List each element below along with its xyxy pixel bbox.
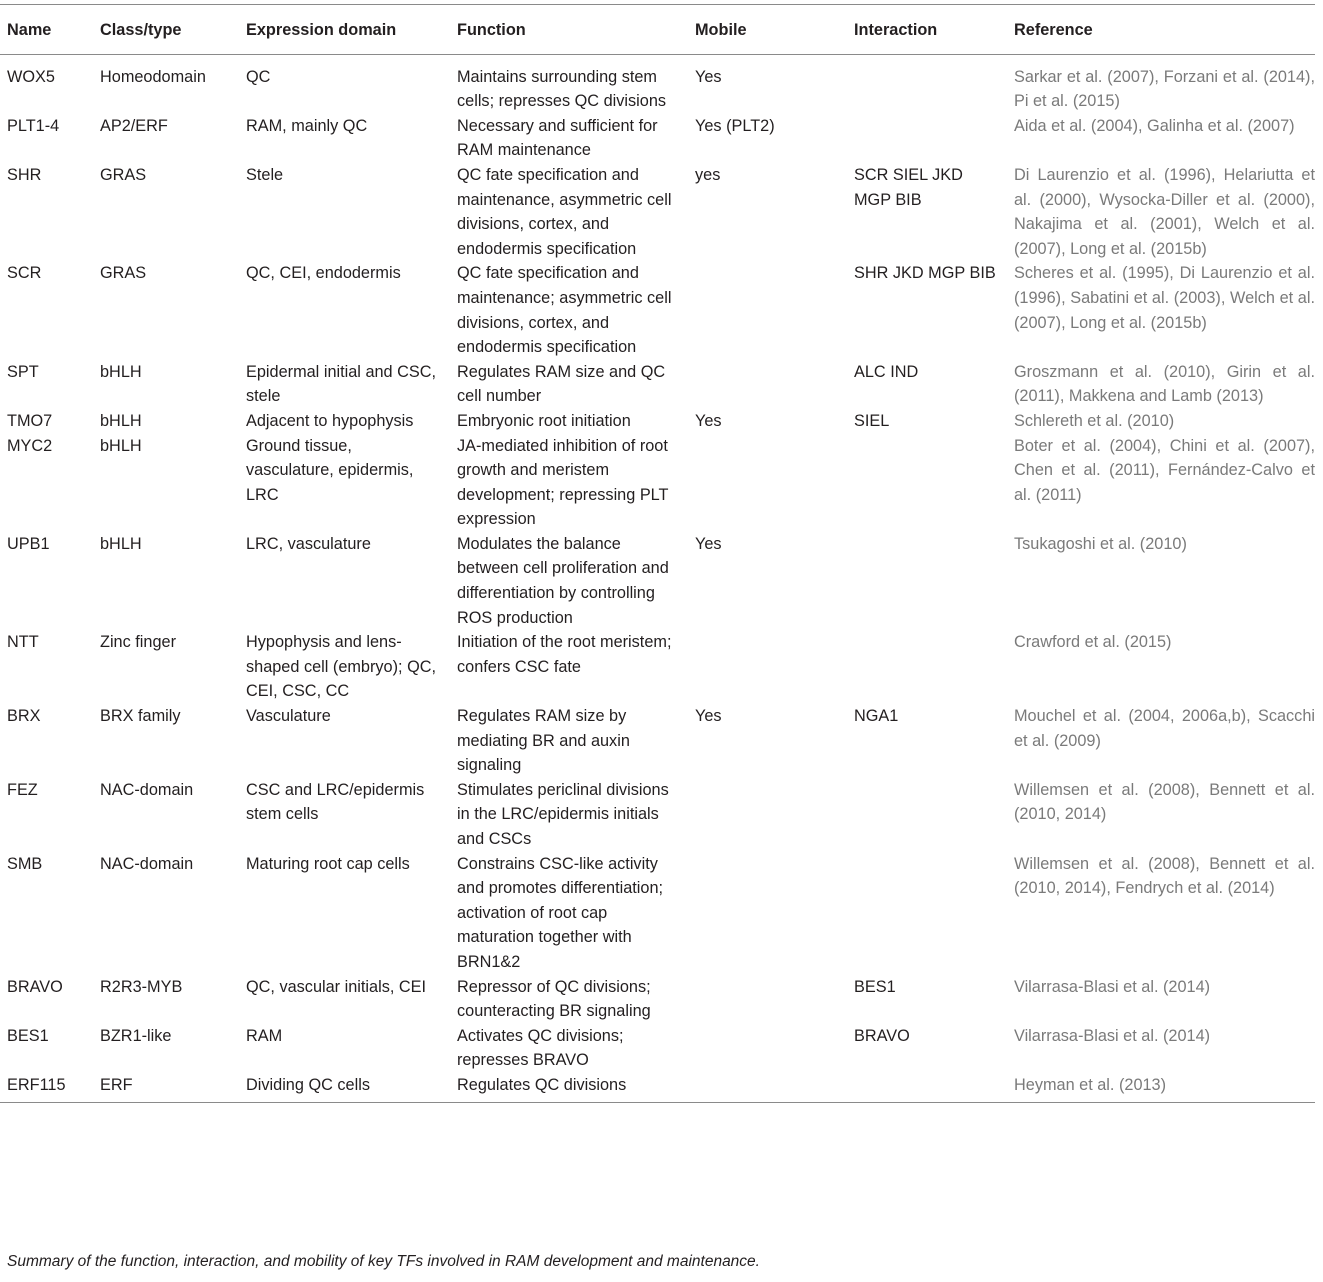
mobile-cell: [688, 1024, 847, 1073]
interaction-cell: [847, 114, 1007, 163]
function-cell: Necessary and sufficient for RAM maintenance: [457, 116, 658, 160]
mobile-cell: Yes (PLT2): [695, 116, 775, 135]
name-cell: SHR: [7, 165, 42, 184]
function-cell: Constrains CSC-like activity and promotes differentiation; activation of root cap maturation together with BRN1&2: [457, 854, 664, 971]
table-row: [0, 1073, 1315, 1102]
function-cell: Regulates QC divisions: [457, 1075, 627, 1094]
interaction-cell: [847, 778, 1007, 852]
interaction-cell: [847, 1073, 1007, 1102]
header-class-type: Class/type: [100, 21, 182, 39]
table-row: [0, 54, 1315, 114]
interaction-cell: [847, 434, 1007, 532]
table-row: [0, 409, 1315, 434]
name-cell: PLT1-4: [7, 116, 60, 135]
mobile-cell: [688, 360, 847, 409]
mobile-cell: Yes: [695, 67, 722, 86]
header-expression-domain: Expression domain: [246, 21, 397, 39]
reference-cell: Aida et al. (2004), Galinha et al. (2007): [1014, 116, 1295, 135]
table-row: [0, 360, 1315, 409]
function-cell: Initiation of the root meristem; confers CSC fate: [457, 633, 672, 676]
class-type-cell: ERF: [100, 1075, 133, 1094]
interaction-cell: NGA1: [854, 707, 899, 726]
function-cell: Activates QC divisions; represses BRAVO: [457, 1026, 624, 1070]
class-type-cell: bHLH: [100, 362, 142, 381]
interaction-cell: SHR JKD MGP BIB: [854, 264, 996, 283]
header-interaction: Interaction: [854, 21, 938, 39]
expression-domain-cell: QC: [246, 67, 271, 86]
mobile-cell: [688, 975, 847, 1024]
reference-cell: Sarkar et al. (2007), Forzani et al. (2014), Pi et al. (2015): [1014, 67, 1315, 111]
name-cell: FEZ: [7, 780, 38, 799]
class-type-cell: bHLH: [100, 534, 142, 553]
expression-domain-cell: Ground tissue, vasculature, epidermis, LRC: [246, 436, 414, 504]
name-cell: SMB: [7, 854, 43, 873]
reference-cell: Groszmann et al. (2010), Girin et al. (2011), Makkena and Lamb (2013): [1014, 362, 1315, 406]
interaction-cell: BES1: [854, 977, 896, 996]
function-cell: Stimulates periclinal divisions in the LRC/epidermis initials and CSCs: [457, 780, 669, 848]
interaction-cell: SIEL: [854, 411, 890, 430]
function-cell: Embryonic root initiation: [457, 411, 631, 430]
header-function: Function: [457, 21, 526, 39]
mobile-cell: yes: [695, 165, 721, 184]
class-type-cell: bHLH: [100, 411, 142, 430]
name-cell: TMO7: [7, 411, 53, 430]
name-cell: WOX5: [7, 67, 55, 86]
interaction-cell: SCR SIEL JKD MGP BIB: [854, 165, 963, 209]
function-cell: JA-mediated inhibition of root growth and meristem development; repressing PLT expression: [457, 436, 669, 529]
name-cell: MYC2: [7, 436, 53, 455]
header-reference: Reference: [1014, 21, 1093, 39]
table-row: [0, 434, 1315, 532]
table-row: [0, 975, 1315, 1024]
function-cell: QC fate specification and maintenance, asymmetric cell divisions, cortex, and endodermis specification: [457, 165, 672, 258]
table-row: [0, 1024, 1315, 1073]
interaction-cell: ALC IND: [854, 362, 919, 381]
mobile-cell: [688, 778, 847, 852]
interaction-cell: [847, 630, 1007, 704]
expression-domain-cell: CSC and LRC/epidermis stem cells: [246, 780, 425, 824]
mobile-cell: Yes: [695, 534, 722, 553]
class-type-cell: Homeodomain: [100, 67, 206, 86]
class-type-cell: BZR1-like: [100, 1026, 172, 1045]
expression-domain-cell: Adjacent to hypophysis: [246, 411, 414, 430]
expression-domain-cell: RAM, mainly QC: [246, 116, 368, 135]
table-header: [0, 5, 1315, 55]
table-row: [0, 261, 1315, 359]
reference-cell: Vilarrasa-Blasi et al. (2014): [1014, 977, 1211, 996]
table-row: [0, 778, 1315, 852]
reference-cell: Mouchel et al. (2004, 2006a,b), Scacchi et al. (2009): [1014, 707, 1315, 750]
expression-domain-cell: RAM: [246, 1026, 283, 1045]
table-caption: Summary of the function, interaction, and mobility of key TFs involved in RAM development and maintenance.: [7, 1253, 760, 1270]
name-cell: ERF115: [7, 1075, 66, 1094]
function-cell: Regulates RAM size and QC cell number: [457, 362, 666, 406]
reference-cell: Schlereth et al. (2010): [1014, 411, 1175, 430]
name-cell: BES1: [7, 1026, 49, 1045]
expression-domain-cell: Stele: [246, 165, 284, 184]
mobile-cell: [688, 630, 847, 704]
name-cell: UPB1: [7, 534, 50, 553]
interaction-cell: [847, 54, 1007, 114]
function-cell: Regulates RAM size by mediating BR and auxin signaling: [457, 707, 630, 775]
function-cell: QC fate specification and maintenance; asymmetric cell divisions, cortex, and endodermis specification: [457, 264, 672, 357]
class-type-cell: GRAS: [100, 264, 147, 283]
class-type-cell: GRAS: [100, 165, 147, 184]
name-cell: SPT: [7, 362, 39, 381]
interaction-cell: BRAVO: [854, 1026, 910, 1045]
reference-cell: Crawford et al. (2015): [1014, 633, 1172, 652]
tf-summary-table: [0, 4, 1315, 1103]
name-cell: BRAVO: [7, 977, 63, 996]
expression-domain-cell: Maturing root cap cells: [246, 854, 410, 873]
reference-cell: Di Laurenzio et al. (1996), Helariutta et al. (2000), Wysocka-Diller et al. (2000), Nakajima et al. (2001), Welch et al. (2007), Long et al. (2015b): [1014, 165, 1315, 258]
mobile-cell: [688, 261, 847, 359]
interaction-cell: [847, 852, 1007, 975]
class-type-cell: AP2/ERF: [100, 116, 168, 135]
interaction-cell: [847, 532, 1007, 630]
function-cell: Repressor of QC divisions; counteracting BR signaling: [457, 977, 651, 1021]
reference-cell: Tsukagoshi et al. (2010): [1014, 534, 1187, 553]
reference-cell: Willemsen et al. (2008), Bennett et al. (2010, 2014): [1014, 780, 1315, 824]
expression-domain-cell: Dividing QC cells: [246, 1075, 370, 1094]
mobile-cell: [688, 1073, 847, 1102]
mobile-cell: [688, 852, 847, 975]
class-type-cell: bHLH: [100, 436, 142, 455]
table-row: [0, 114, 1315, 163]
reference-cell: Scheres et al. (1995), Di Laurenzio et al. (1996), Sabatini et al. (2003), Welch et al. (2007), Long et al. (2015b): [1014, 264, 1315, 332]
expression-domain-cell: LRC, vasculature: [246, 534, 371, 553]
class-type-cell: BRX family: [100, 707, 181, 726]
table-body: [0, 54, 1315, 1102]
mobile-cell: Yes: [695, 411, 722, 430]
table-row: [0, 532, 1315, 630]
table-row: [0, 852, 1315, 975]
class-type-cell: NAC-domain: [100, 854, 194, 873]
name-cell: NTT: [7, 633, 39, 652]
expression-domain-cell: Epidermal initial and CSC, stele: [246, 362, 437, 406]
class-type-cell: Zinc finger: [100, 633, 177, 652]
expression-domain-cell: Vasculature: [246, 707, 331, 726]
function-cell: Maintains surrounding stem cells; represses QC divisions: [457, 67, 667, 111]
expression-domain-cell: Hypophysis and lens-shaped cell (embryo); QC, CEI, CSC, CC: [246, 633, 437, 701]
header-name: Name: [7, 21, 52, 39]
table-row: [0, 630, 1315, 704]
reference-cell: Boter et al. (2004), Chini et al. (2007), Chen et al. (2011), Fernández-Calvo et al. (2011): [1014, 436, 1315, 504]
header-row: [0, 5, 1315, 55]
name-cell: BRX: [7, 707, 41, 726]
mobile-cell: [688, 434, 847, 532]
expression-domain-cell: QC, vascular initials, CEI: [246, 977, 427, 996]
class-type-cell: NAC-domain: [100, 780, 194, 799]
mobile-cell: Yes: [695, 707, 722, 726]
name-cell: SCR: [7, 264, 42, 283]
table-row: [0, 163, 1315, 261]
reference-cell: Vilarrasa-Blasi et al. (2014): [1014, 1026, 1211, 1045]
reference-cell: Heyman et al. (2013): [1014, 1075, 1167, 1094]
table-row: [0, 704, 1315, 778]
header-mobile: Mobile: [695, 21, 747, 39]
function-cell: Modulates the balance between cell proliferation and differentiation by controlling ROS production: [457, 534, 669, 627]
expression-domain-cell: QC, CEI, endodermis: [246, 264, 401, 283]
reference-cell: Willemsen et al. (2008), Bennett et al. (2010, 2014), Fendrych et al. (2014): [1014, 854, 1315, 898]
class-type-cell: R2R3-MYB: [100, 977, 183, 996]
